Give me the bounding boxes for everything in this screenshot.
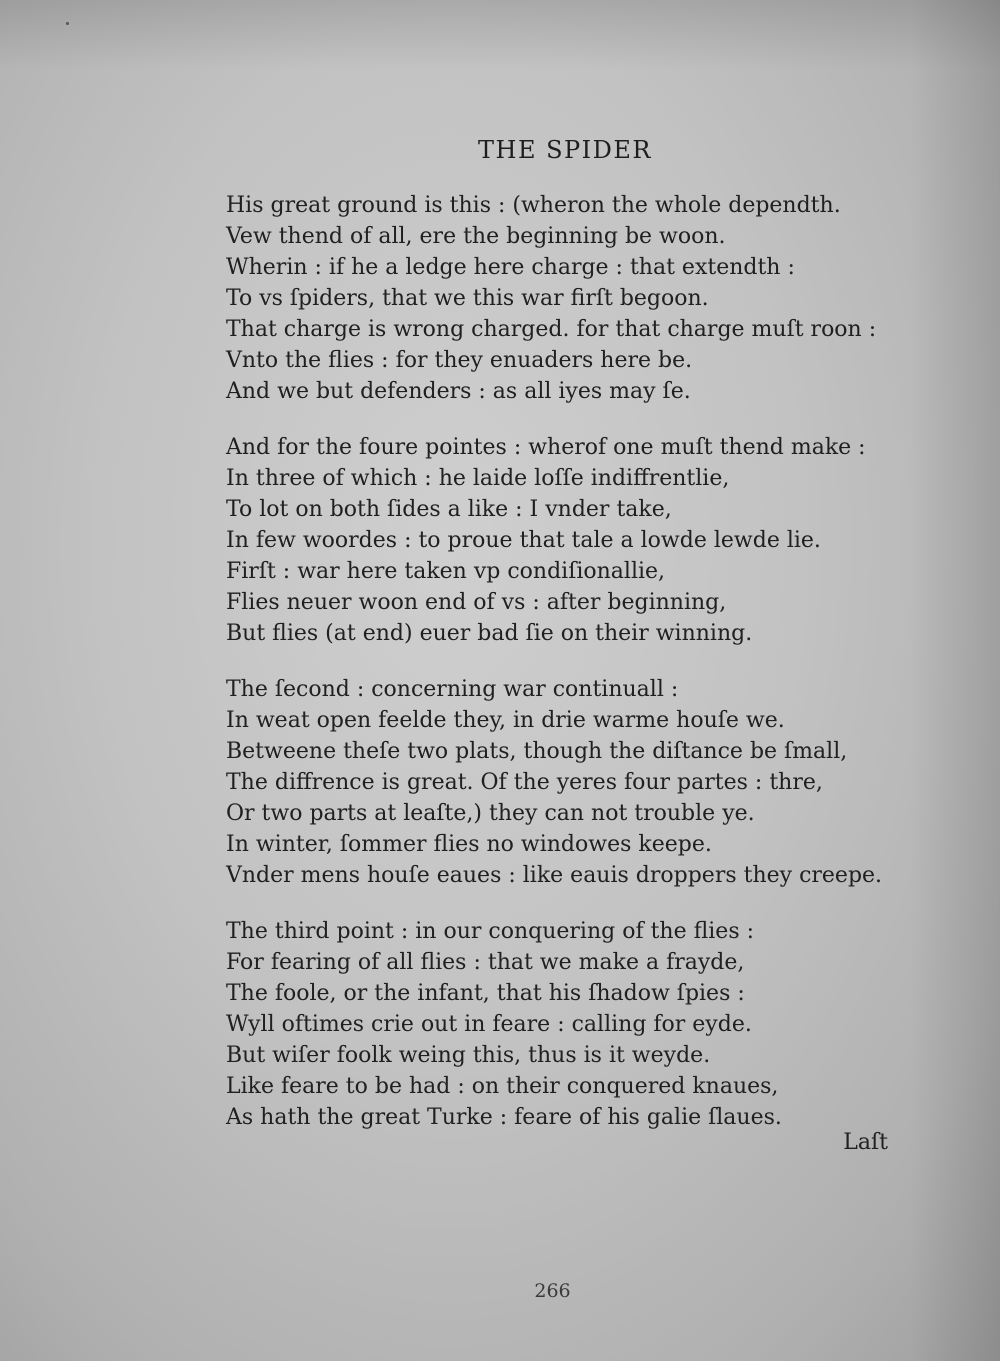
poem-line: In three of which : he laide loſſe indiffrentlie, (226, 466, 730, 491)
poem-line: Vew thend of all, ere the beginning be woon. (226, 224, 726, 249)
stanza-2 (226, 432, 906, 649)
poem-title: THE SPIDER (478, 136, 652, 164)
poem-line: To lot on both ſides a like : I vnder take, (226, 497, 672, 522)
poem-line: His great ground is this : (wheron the whole dependth. (226, 193, 841, 218)
page-shadow-edge (910, 0, 1000, 1361)
poem-line: Or two parts at leaſte,) they can not trouble ye. (226, 801, 755, 826)
poem-line: Wyll oftimes crie out in feare : calling for eyde. (226, 1012, 752, 1037)
poem-line: Like feare to be had : on their conquered knaues, (226, 1074, 779, 1099)
stanza-3 (226, 674, 906, 891)
poem-line: In weat open feelde they, in drie warme houſe we. (226, 708, 785, 733)
page-shadow-top (0, 0, 1000, 70)
poem-body (226, 190, 906, 1158)
poem-line: The ſecond : concerning war continuall : (226, 677, 679, 702)
poem-line: The foole, or the infant, that his ſhadow ſpies : (226, 981, 745, 1006)
poem-line: The diffrence is great. Of the yeres four partes : thre, (226, 770, 823, 795)
poem-line: To vs ſpiders, that we this war firſt begoon. (226, 286, 709, 311)
poem-line: Betweene theſe two plats, though the diſtance be ſmall, (226, 739, 848, 764)
poem-line: Vnder mens houſe eaues : like eauis droppers they creepe. (226, 863, 883, 888)
poem-line: But flies (at end) euer bad ſie on their winning. (226, 621, 753, 646)
poem-line: Flies neuer woon end of vs : after beginning, (226, 590, 727, 615)
poem-line: And we but defenders : as all iyes may ſe. (226, 379, 691, 404)
poem-line: The third point : in our conquering of the flies : (226, 919, 755, 944)
poem-line: Vnto the flies : for they enuaders here be. (226, 348, 693, 373)
stanza-1 (226, 190, 906, 407)
catchword: Laſt (843, 1130, 888, 1155)
stanza-4 (226, 916, 906, 1133)
poem-line: For fearing of all flies : that we make a frayde, (226, 950, 745, 975)
ink-speck (66, 22, 69, 25)
poem-line: Wherin : if he a ledge here charge : that extendth : (226, 255, 795, 280)
poem-line: Firſt : war here taken vp condiſionallie, (226, 559, 666, 584)
page-number: 266 (534, 1280, 571, 1302)
poem-line: As hath the great Turke : feare of his galie ſlaues. (226, 1105, 782, 1130)
poem-line: In winter, ſommer flies no windowes keepe. (226, 832, 712, 857)
poem-line: That charge is wrong charged. for that charge muſt roon : (226, 317, 877, 342)
poem-line: But wiſer foolk weing this, thus is it weyde. (226, 1043, 711, 1068)
poem-line: In few woordes : to proue that tale a lowde lewde lie. (226, 528, 821, 553)
poem-line: And for the foure pointes : wherof one muſt thend make : (226, 435, 866, 460)
